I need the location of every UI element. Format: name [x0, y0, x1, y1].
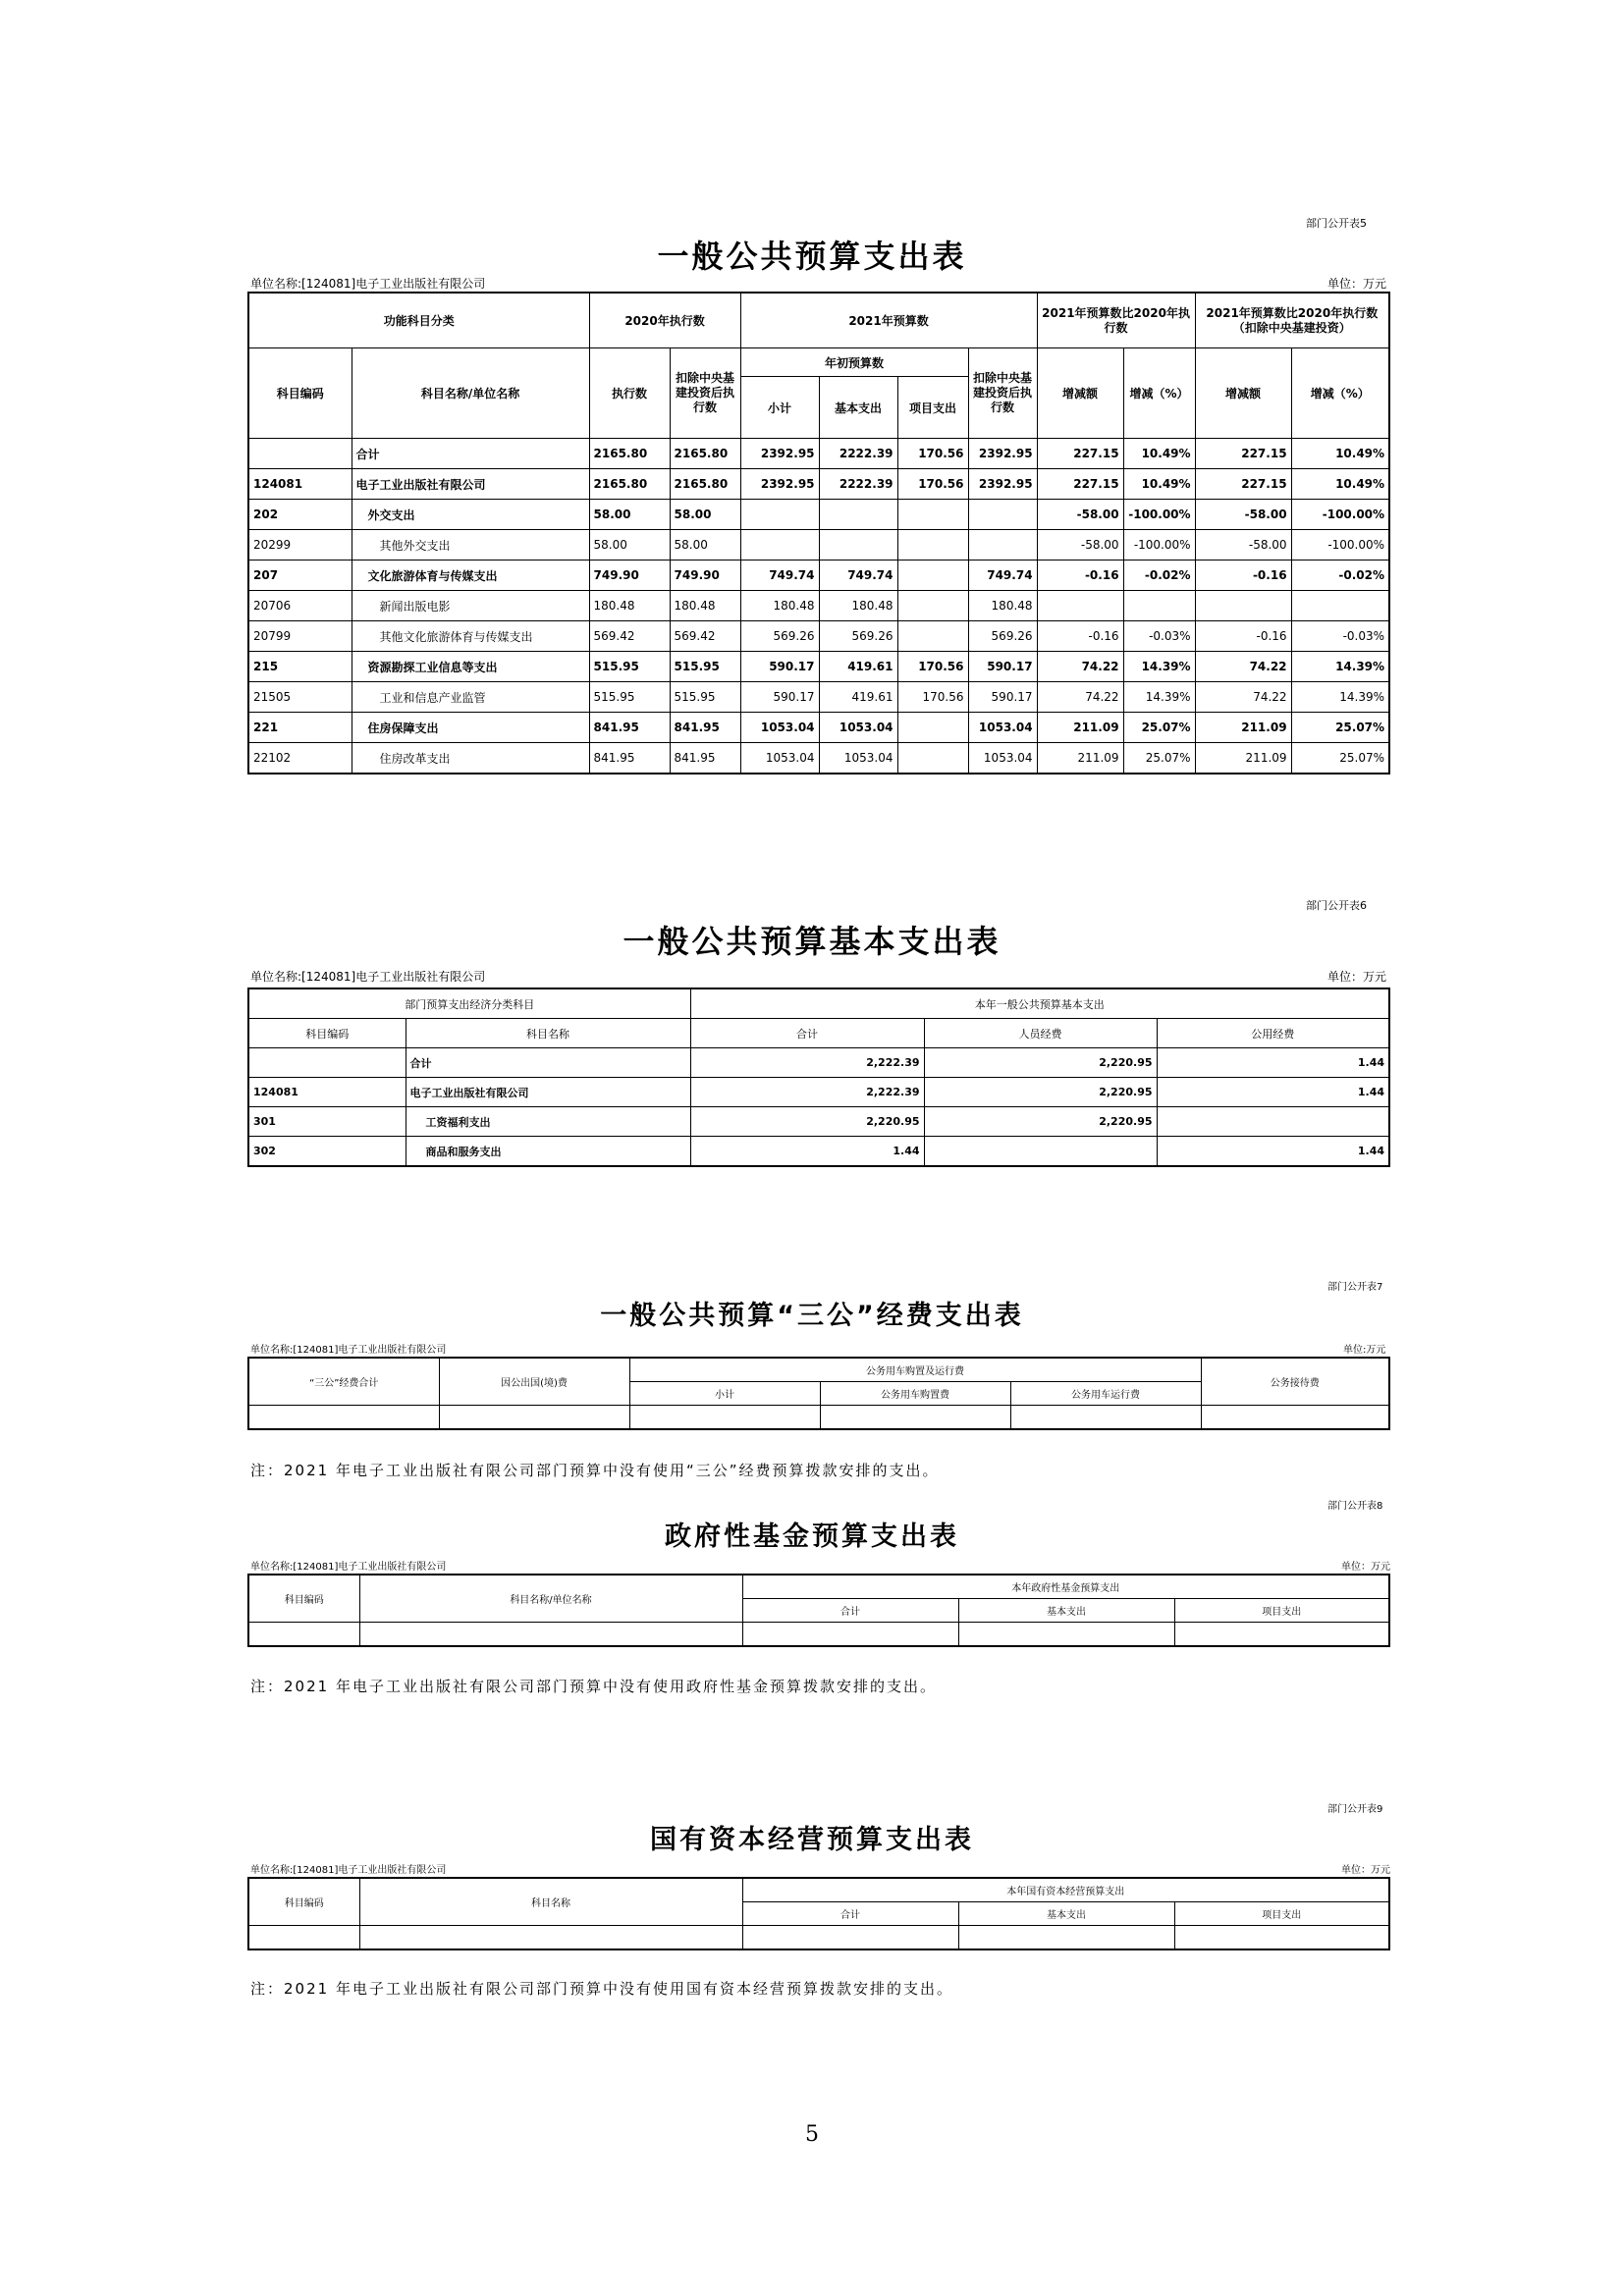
- cell-value: [819, 530, 897, 561]
- cell-value: [968, 530, 1037, 561]
- cell-value: 74.22: [1195, 652, 1291, 682]
- cell-value: 211.09: [1037, 743, 1123, 774]
- cell-value: 170.56: [897, 469, 968, 500]
- cell-value: [924, 1137, 1157, 1167]
- unit-name: 单位名称:[124081]电子工业出版社有限公司: [250, 1562, 447, 1573]
- header-car: 公务用车购置及运行费: [629, 1358, 1201, 1382]
- header-name: 科目名称/单位名称: [352, 348, 589, 439]
- unit-label: 单位：万元: [1341, 1865, 1390, 1876]
- cell-value: 590.17: [968, 652, 1037, 682]
- cell-value: 2222.39: [819, 439, 897, 469]
- header-code: 科目编码: [248, 1878, 359, 1926]
- cell-value: [897, 621, 968, 652]
- cell-value: -58.00: [1195, 500, 1291, 530]
- cell-value: -0.02%: [1291, 561, 1389, 591]
- header-abroad: 因公出国(境)费: [439, 1358, 629, 1406]
- cell-value: 58.00: [589, 500, 670, 530]
- header-initial: 年初预算数: [740, 348, 968, 377]
- cell-value: -0.16: [1037, 561, 1123, 591]
- cell-value: 74.22: [1037, 682, 1123, 713]
- header-three-public-total: “三公”经费合计: [248, 1358, 439, 1406]
- cell-value: 74.22: [1037, 652, 1123, 682]
- header-budget-2021: 2021年预算数: [740, 293, 1037, 348]
- header-code: 科目编码: [248, 1019, 406, 1048]
- cell-value: 515.95: [589, 652, 670, 682]
- header-name: 科目名称: [406, 1019, 690, 1048]
- header-car-purchase: 公务用车购置费: [820, 1382, 1010, 1406]
- cell-value: -0.16: [1195, 561, 1291, 591]
- cell-value: 180.48: [968, 591, 1037, 621]
- table-row: [248, 1623, 1389, 1647]
- header-basic: 基本支出: [958, 1902, 1174, 1926]
- table-row: [248, 469, 1389, 500]
- cell-value: 2392.95: [740, 439, 819, 469]
- unit-label: 单位:万元: [1343, 1345, 1386, 1356]
- header-budget-excl: 扣除中央基建投资后执行数: [968, 348, 1037, 439]
- cell-code: 302: [248, 1137, 406, 1167]
- table-note: 注：2021 年电子工业出版社有限公司部门预算中没有使用政府性基金预算拨款安排的支出。: [250, 1678, 937, 1695]
- three-public-expenditure-table: [247, 1357, 1390, 1430]
- cell-value: -58.00: [1037, 530, 1123, 561]
- cell-value: [1195, 591, 1291, 621]
- header-reception: 公务接待费: [1201, 1358, 1389, 1406]
- header-subtotal: 小计: [629, 1382, 820, 1406]
- header-inc-amt-2: 增减额: [1195, 348, 1291, 439]
- cell-value: 180.48: [589, 591, 670, 621]
- cell-value: 569.26: [819, 621, 897, 652]
- cell-value: 227.15: [1037, 439, 1123, 469]
- cell-value: 10.49%: [1123, 469, 1195, 500]
- cell-code: [248, 439, 352, 469]
- header-exec: 执行数: [589, 348, 670, 439]
- table-row: [248, 1406, 1389, 1430]
- unit-name: 单位名称:[124081]电子工业出版社有限公司: [250, 1345, 447, 1356]
- cell-name: 商品和服务支出: [406, 1137, 690, 1167]
- cell-value: 2,220.95: [924, 1107, 1157, 1137]
- table-row: [248, 1926, 1389, 1950]
- unit-label: 单位：万元: [1341, 1562, 1390, 1573]
- cell-value: 569.26: [740, 621, 819, 652]
- table-row: [248, 682, 1389, 713]
- cell-value: 515.95: [589, 682, 670, 713]
- header-inc-pct-2: 增减（%）: [1291, 348, 1389, 439]
- cell-code: 20799: [248, 621, 352, 652]
- cell-code: [248, 1048, 406, 1078]
- cell-value: 2165.80: [670, 469, 740, 500]
- header-public: 公用经费: [1157, 1019, 1389, 1048]
- cell-value: -0.03%: [1291, 621, 1389, 652]
- table-note: 注：2021 年电子工业出版社有限公司部门预算中没有使用国有资本经营预算拨款安排的支出。: [250, 1980, 953, 1998]
- table-title: 一般公共预算“三公”经费支出表: [600, 1301, 1024, 1331]
- table-title: 政府性基金预算支出表: [665, 1522, 959, 1552]
- cell-value: 211.09: [1037, 713, 1123, 743]
- state-capital-expenditure-table: [247, 1877, 1390, 1950]
- cell-name: 工业和信息产业监管: [352, 682, 589, 713]
- cell-value: 1053.04: [740, 743, 819, 774]
- cell-value: 749.90: [589, 561, 670, 591]
- cell-value: 14.39%: [1123, 682, 1195, 713]
- cell-value: 170.56: [897, 682, 968, 713]
- government-fund-expenditure-table: [247, 1574, 1390, 1647]
- cell-value: -0.16: [1037, 621, 1123, 652]
- cell-value: [897, 561, 968, 591]
- cell-value: 2,222.39: [690, 1078, 924, 1107]
- header-code: 科目编码: [248, 348, 352, 439]
- cell-code: 22102: [248, 743, 352, 774]
- table-row: [248, 591, 1389, 621]
- table-row: [248, 1107, 1389, 1137]
- cell-value: 211.09: [1195, 743, 1291, 774]
- header-total: 合计: [742, 1902, 958, 1926]
- header-basic: 基本支出: [958, 1599, 1174, 1623]
- cell-code: 124081: [248, 1078, 406, 1107]
- header-code: 科目编码: [248, 1575, 359, 1623]
- cell-value: 841.95: [589, 713, 670, 743]
- cell-value: 569.26: [968, 621, 1037, 652]
- cell-value: -100.00%: [1123, 530, 1195, 561]
- cell-value: 180.48: [670, 591, 740, 621]
- header-personnel: 人员经费: [924, 1019, 1157, 1048]
- cell-code: 221: [248, 713, 352, 743]
- cell-value: 25.07%: [1291, 743, 1389, 774]
- header-inc-pct: 增减（%）: [1123, 348, 1195, 439]
- cell-value: 58.00: [670, 500, 740, 530]
- header-current-capital: 本年国有资本经营预算支出: [742, 1878, 1389, 1902]
- cell-value: 180.48: [819, 591, 897, 621]
- header-exec-2020: 2020年执行数: [589, 293, 740, 348]
- cell-value: 1053.04: [740, 713, 819, 743]
- cell-value: [897, 591, 968, 621]
- cell-value: [1157, 1107, 1389, 1137]
- cell-value: 590.17: [740, 652, 819, 682]
- cell-code: 207: [248, 561, 352, 591]
- table-title: 一般公共预算支出表: [657, 238, 967, 275]
- cell-value: 841.95: [670, 713, 740, 743]
- cell-name: 合计: [406, 1048, 690, 1078]
- cell-name: 住房保障支出: [352, 713, 589, 743]
- cell-value: 419.61: [819, 682, 897, 713]
- cell-value: 1053.04: [968, 713, 1037, 743]
- cell-name: 工资福利支出: [406, 1107, 690, 1137]
- table-row: [248, 1078, 1389, 1107]
- unit-name: 单位名称:[124081]电子工业出版社有限公司: [250, 1865, 447, 1876]
- header-current-fund: 本年政府性基金预算支出: [742, 1575, 1389, 1599]
- table-row: [248, 561, 1389, 591]
- cell-value: 1053.04: [968, 743, 1037, 774]
- unit-name: 单位名称:[124081]电子工业出版社有限公司: [250, 970, 486, 984]
- header-name: 科目名称/单位名称: [359, 1575, 742, 1623]
- cell-value: -58.00: [1037, 500, 1123, 530]
- cell-value: [968, 500, 1037, 530]
- header-inc-amt: 增减额: [1037, 348, 1123, 439]
- cell-value: [1291, 591, 1389, 621]
- cell-code: 215: [248, 652, 352, 682]
- cell-value: 10.49%: [1123, 439, 1195, 469]
- table-tag: 部门公开表8: [1327, 1501, 1383, 1512]
- table-body: [248, 1048, 1389, 1167]
- header-subtotal: 小计: [740, 377, 819, 439]
- cell-value: 1.44: [690, 1137, 924, 1167]
- cell-value: 170.56: [897, 439, 968, 469]
- table-title: 国有资本经营预算支出表: [650, 1825, 974, 1855]
- cell-value: 749.74: [968, 561, 1037, 591]
- table-note: 注：2021 年电子工业出版社有限公司部门预算中没有使用“三公”经费预算拨款安排的支出。: [250, 1462, 940, 1479]
- cell-value: 1053.04: [819, 743, 897, 774]
- header-project: 项目支出: [1174, 1902, 1389, 1926]
- cell-value: 227.15: [1037, 469, 1123, 500]
- cell-value: 749.74: [819, 561, 897, 591]
- cell-value: 2165.80: [670, 439, 740, 469]
- header-exec-excl: 扣除中央基建投资后执行数: [670, 348, 740, 439]
- header-total: 合计: [690, 1019, 924, 1048]
- cell-value: 515.95: [670, 682, 740, 713]
- cell-value: [897, 530, 968, 561]
- table-title: 一般公共预算基本支出表: [623, 923, 1001, 960]
- cell-name: 文化旅游体育与传媒支出: [352, 561, 589, 591]
- cell-value: [1123, 591, 1195, 621]
- cell-value: -0.02%: [1123, 561, 1195, 591]
- table-row: [248, 439, 1389, 469]
- header-basic: 基本支出: [819, 377, 897, 439]
- cell-value: 10.49%: [1291, 469, 1389, 500]
- cell-value: [740, 530, 819, 561]
- cell-name: 其他外交支出: [352, 530, 589, 561]
- table-row: [248, 1048, 1389, 1078]
- header-project: 项目支出: [1174, 1599, 1389, 1623]
- cell-code: 20299: [248, 530, 352, 561]
- cell-value: 1.44: [1157, 1048, 1389, 1078]
- table-tag: 部门公开表9: [1327, 1804, 1383, 1815]
- cell-value: 58.00: [589, 530, 670, 561]
- cell-value: 419.61: [819, 652, 897, 682]
- header-compare-2020: 2021年预算数比2020年执行数: [1037, 293, 1195, 348]
- cell-value: 1.44: [1157, 1137, 1389, 1167]
- cell-value: 14.39%: [1123, 652, 1195, 682]
- cell-value: -58.00: [1195, 530, 1291, 561]
- cell-value: 14.39%: [1291, 682, 1389, 713]
- header-current-basic: 本年一般公共预算基本支出: [690, 988, 1389, 1019]
- table-row: [248, 530, 1389, 561]
- cell-value: 25.07%: [1123, 743, 1195, 774]
- cell-value: 14.39%: [1291, 652, 1389, 682]
- cell-value: 2165.80: [589, 469, 670, 500]
- general-budget-basic-expenditure-table: [247, 988, 1390, 1167]
- cell-name: 外交支出: [352, 500, 589, 530]
- table-row: [248, 500, 1389, 530]
- cell-value: [740, 500, 819, 530]
- header-econ-class: 部门预算支出经济分类科目: [248, 988, 690, 1019]
- unit-label: 单位：万元: [1327, 277, 1387, 291]
- cell-value: 58.00: [670, 530, 740, 561]
- cell-name: 电子工业出版社有限公司: [406, 1078, 690, 1107]
- cell-value: 25.07%: [1291, 713, 1389, 743]
- cell-value: 227.15: [1195, 439, 1291, 469]
- cell-value: -0.03%: [1123, 621, 1195, 652]
- table-tag: 部门公开表6: [1306, 899, 1367, 912]
- cell-value: 2,222.39: [690, 1048, 924, 1078]
- cell-value: 74.22: [1195, 682, 1291, 713]
- cell-value: 2392.95: [968, 469, 1037, 500]
- table-tag: 部门公开表5: [1306, 217, 1367, 230]
- page-number: 5: [805, 2122, 819, 2147]
- cell-value: 1.44: [1157, 1078, 1389, 1107]
- unit-name: 单位名称:[124081]电子工业出版社有限公司: [250, 277, 486, 291]
- cell-code: 202: [248, 500, 352, 530]
- cell-name: 其他文化旅游体育与传媒支出: [352, 621, 589, 652]
- cell-value: 841.95: [589, 743, 670, 774]
- cell-value: 590.17: [740, 682, 819, 713]
- header-project: 项目支出: [897, 377, 968, 439]
- cell-name: 新闻出版电影: [352, 591, 589, 621]
- cell-code: 124081: [248, 469, 352, 500]
- cell-value: -100.00%: [1123, 500, 1195, 530]
- header-func-class: 功能科目分类: [248, 293, 589, 348]
- cell-value: 749.90: [670, 561, 740, 591]
- cell-value: 2222.39: [819, 469, 897, 500]
- cell-value: 2392.95: [968, 439, 1037, 469]
- cell-value: -100.00%: [1291, 500, 1389, 530]
- cell-value: 227.15: [1195, 469, 1291, 500]
- cell-value: 841.95: [670, 743, 740, 774]
- table-row: [248, 713, 1389, 743]
- cell-value: [897, 500, 968, 530]
- cell-value: 590.17: [968, 682, 1037, 713]
- table-row: [248, 621, 1389, 652]
- cell-name: 资源勘探工业信息等支出: [352, 652, 589, 682]
- table-row: [248, 652, 1389, 682]
- table-row: [248, 743, 1389, 774]
- general-budget-expenditure-table: [247, 292, 1390, 774]
- cell-value: [897, 743, 968, 774]
- cell-value: 170.56: [897, 652, 968, 682]
- cell-value: [1037, 591, 1123, 621]
- cell-value: 2392.95: [740, 469, 819, 500]
- cell-value: 10.49%: [1291, 439, 1389, 469]
- cell-value: 2165.80: [589, 439, 670, 469]
- cell-value: -100.00%: [1291, 530, 1389, 561]
- cell-value: 569.42: [589, 621, 670, 652]
- cell-value: 1053.04: [819, 713, 897, 743]
- cell-value: 2,220.95: [924, 1078, 1157, 1107]
- cell-code: 20706: [248, 591, 352, 621]
- cell-name: 电子工业出版社有限公司: [352, 469, 589, 500]
- unit-label: 单位：万元: [1327, 970, 1387, 984]
- cell-value: 569.42: [670, 621, 740, 652]
- header-name: 科目名称: [359, 1878, 742, 1926]
- cell-name: 住房改革支出: [352, 743, 589, 774]
- cell-name: 合计: [352, 439, 589, 469]
- cell-value: 515.95: [670, 652, 740, 682]
- cell-value: 25.07%: [1123, 713, 1195, 743]
- cell-value: [897, 713, 968, 743]
- header-car-operation: 公务用车运行费: [1010, 1382, 1201, 1406]
- cell-code: 301: [248, 1107, 406, 1137]
- table-tag: 部门公开表7: [1327, 1282, 1383, 1293]
- header-compare-2020-excl: 2021年预算数比2020年执行数（扣除中央基建投资）: [1195, 293, 1389, 348]
- cell-value: 211.09: [1195, 713, 1291, 743]
- table-row: [248, 1137, 1389, 1167]
- header-total: 合计: [742, 1599, 958, 1623]
- cell-code: 21505: [248, 682, 352, 713]
- cell-value: 2,220.95: [924, 1048, 1157, 1078]
- cell-value: 749.74: [740, 561, 819, 591]
- cell-value: 180.48: [740, 591, 819, 621]
- cell-value: -0.16: [1195, 621, 1291, 652]
- cell-value: 2,220.95: [690, 1107, 924, 1137]
- table-body: [248, 439, 1389, 774]
- cell-value: [819, 500, 897, 530]
